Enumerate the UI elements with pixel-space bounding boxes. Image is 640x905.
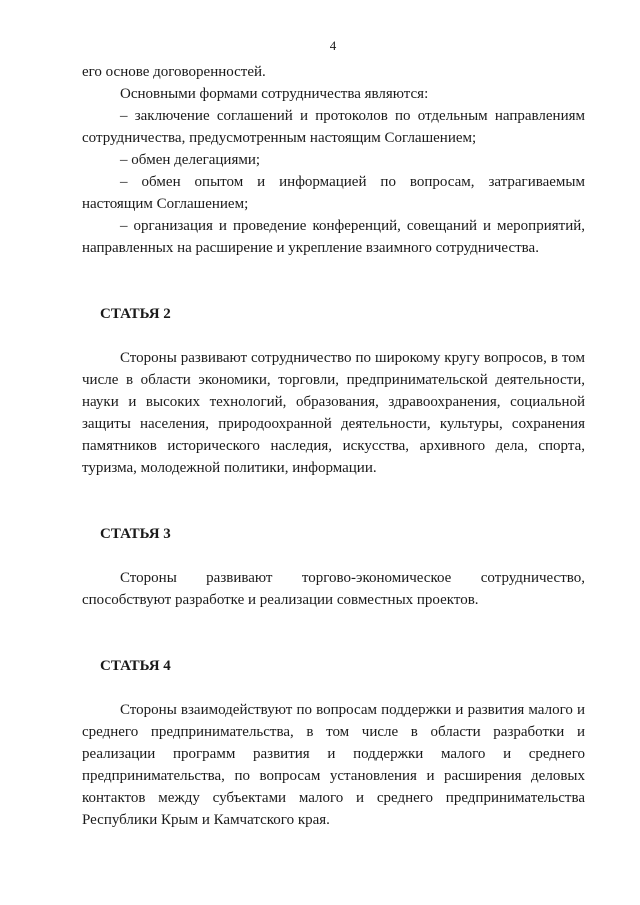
list-item-experience: – обмен опытом и информацией по вопросам, затрагиваемым настоящим Соглашением; [82, 174, 585, 212]
document-body [82, 61, 585, 831]
list-item-delegations: – обмен делегациями; [120, 152, 261, 168]
article-3-text: Стороны развивают торгово-экономическое сотрудничество, способствуют разработке и реализации совместных проектов. [82, 570, 585, 608]
page-number: 4 [329, 38, 337, 53]
forms-heading: Основными формами сотрудничества являются: [120, 86, 429, 102]
article-3-title: СТАТЬЯ 3 [100, 526, 171, 542]
article-2-title: СТАТЬЯ 2 [100, 306, 171, 322]
list-item-conferences: – организация и проведение конференций, совещаний и мероприятий, направленных на расширение и укрепление взаимного сотрудничества. [82, 218, 585, 256]
article-4-text: Стороны взаимодействуют по вопросам поддержки и развития малого и среднего предпринимательства, в том числе в области разработки и реализации программ развития и поддержки малого и среднего предпринимательства, по вопросам установления и расширения деловых контактов между субъектами малого и среднего предпринимательства Республики Крым и Камчатского края. [82, 702, 585, 828]
article-2-text: Стороны развивают сотрудничество по широкому кругу вопросов, в том числе в области экономики, торговли, предпринимательской деятельности, науки и высоких технологий, образования, здравоохранения, социальной защиты населения, природоохранной деятельности, культуры, сохранения памятников исторического наследия, искусства, архивного дела, спорта, туризма, молодежной политики, информации. [82, 350, 585, 476]
article-4-title: СТАТЬЯ 4 [100, 658, 171, 674]
list-item-agreements: – заключение соглашений и протоколов по отдельным направлениям сотрудничества, предусмотренным настоящим Соглашением; [82, 108, 585, 146]
continuation-line: его основе договоренностей. [82, 64, 266, 80]
